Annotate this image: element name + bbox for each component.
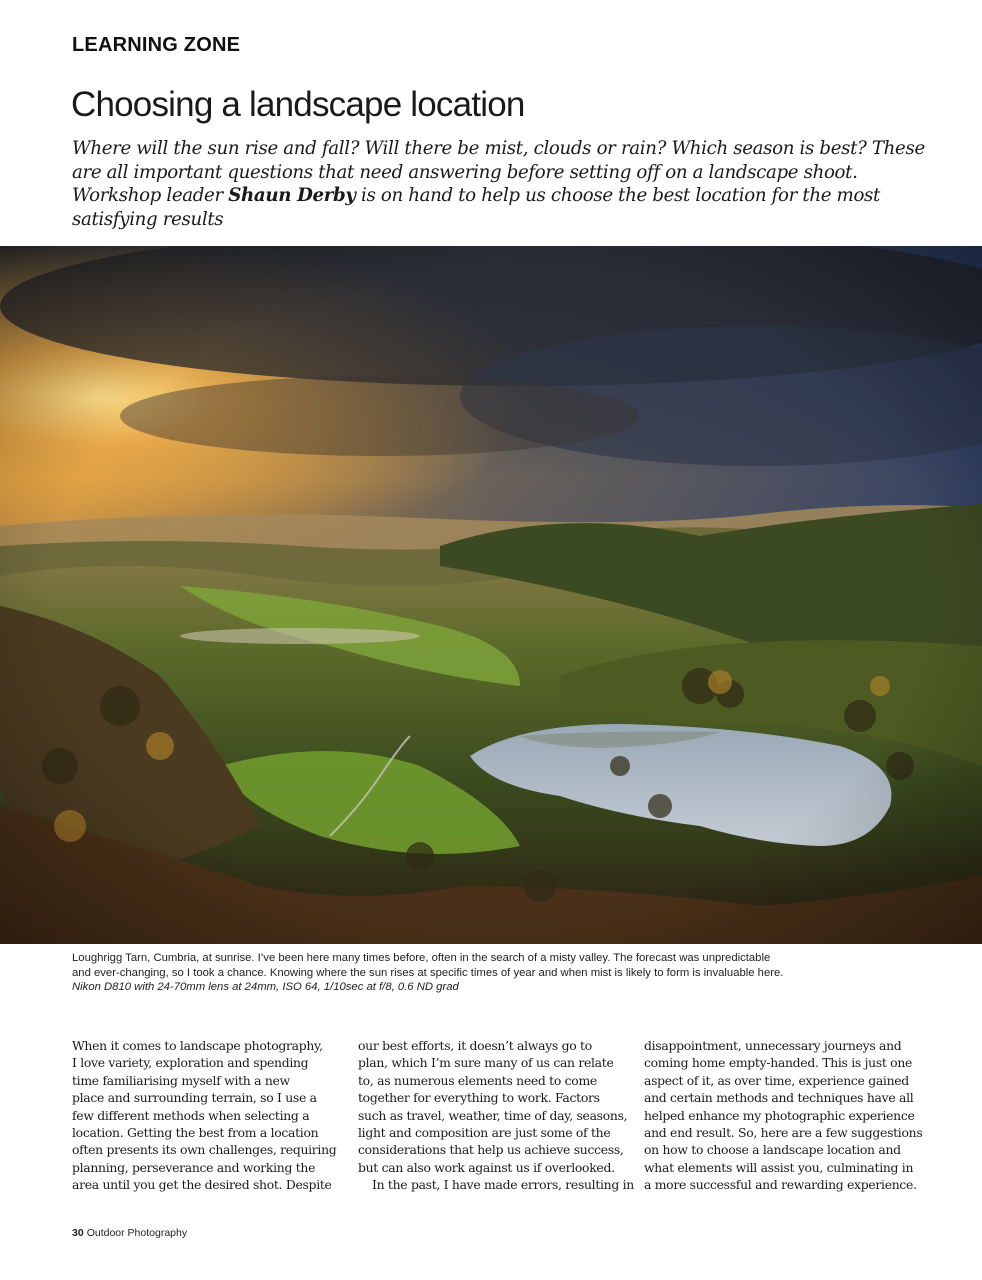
body-column-1 xyxy=(72,1037,342,1194)
page-number: 30 xyxy=(72,1227,84,1239)
body-line: our best efforts, it doesn’t always go to xyxy=(358,1038,592,1053)
body-line: place and surrounding terrain, so I use a xyxy=(72,1090,317,1106)
body-line: and certain methods and techniques have all xyxy=(644,1090,914,1106)
body-line: I love variety, exploration and spending xyxy=(72,1055,309,1071)
body-line: time familiarising myself with a new xyxy=(72,1072,290,1088)
body-line: what elements will assist you, culminating in xyxy=(644,1159,914,1175)
body-line: together for everything to work. Factors xyxy=(358,1090,600,1106)
body-line: plan, which I’m sure many of us can relate xyxy=(358,1055,614,1071)
standfirst-text-2: is on hand to help us choose the best location for the most satisfying results xyxy=(72,185,880,230)
body-line: such as travel, weather, time of day, seasons, xyxy=(358,1107,628,1123)
author-name: Shaun Derby xyxy=(228,185,356,206)
hero-photo xyxy=(0,246,982,944)
body-line: location. Getting the best from a location xyxy=(72,1125,319,1141)
publication-name: Outdoor Photography xyxy=(86,1227,188,1239)
photo-caption xyxy=(72,951,932,995)
body-line: but can also work against us if overlooked. xyxy=(358,1159,615,1175)
body-column-2 xyxy=(358,1037,634,1194)
page-footer xyxy=(72,1227,187,1239)
landscape-photo xyxy=(0,246,982,944)
standfirst-text-1: Where will the sun rise and fall? Will there be mist, clouds or rain? Which season is best? These are all important questions that need answering before setting off on a landscape shoot. Workshop leader xyxy=(72,138,925,206)
body-line: on how to choose a landscape location and xyxy=(644,1142,901,1158)
caption-line: and ever-changing, so I took a chance. Knowing where the sun rises at specific times of year and when mist is likely to form is invaluable here. xyxy=(72,966,784,979)
body-line: coming home empty-handed. This is just one xyxy=(644,1055,913,1071)
body-column-3 xyxy=(644,1037,923,1194)
caption-tech-details: Nikon D810 with 24-70mm lens at 24mm, ISO 64, 1/10sec at f/8, 0.6 ND grad xyxy=(72,981,459,993)
body-line: often presents its own challenges, requiring xyxy=(72,1142,337,1158)
body-line: When it comes to landscape photography, xyxy=(72,1038,323,1053)
body-line: helped enhance my photographic experience xyxy=(644,1107,915,1123)
body-line: area until you get the desired shot. Despite xyxy=(72,1177,332,1193)
page-title: Choosing a landscape location xyxy=(71,85,525,124)
body-line: planning, perseverance and working the xyxy=(72,1159,316,1175)
section-label: LEARNING ZONE xyxy=(72,34,241,56)
body-line: light and composition are just some of the xyxy=(358,1125,611,1141)
body-line: few different methods when selecting a xyxy=(72,1107,310,1123)
body-line: aspect of it, as over time, experience gained xyxy=(644,1072,909,1088)
body-line: and end result. So, here are a few suggestions xyxy=(644,1125,923,1141)
body-line: In the past, I have made errors, resulting in xyxy=(372,1177,634,1193)
body-line: a more successful and rewarding experience. xyxy=(644,1177,917,1193)
caption-line: Loughrigg Tarn, Cumbria, at sunrise. I’ve been here many times before, often in the search of a misty valley. The forecast was unpredictable xyxy=(72,952,771,964)
body-line: disappointment, unnecessary journeys and xyxy=(644,1038,902,1053)
standfirst xyxy=(72,137,932,231)
body-line: considerations that help us achieve success, xyxy=(358,1142,624,1158)
body-line: to, as numerous elements need to come xyxy=(358,1072,597,1088)
